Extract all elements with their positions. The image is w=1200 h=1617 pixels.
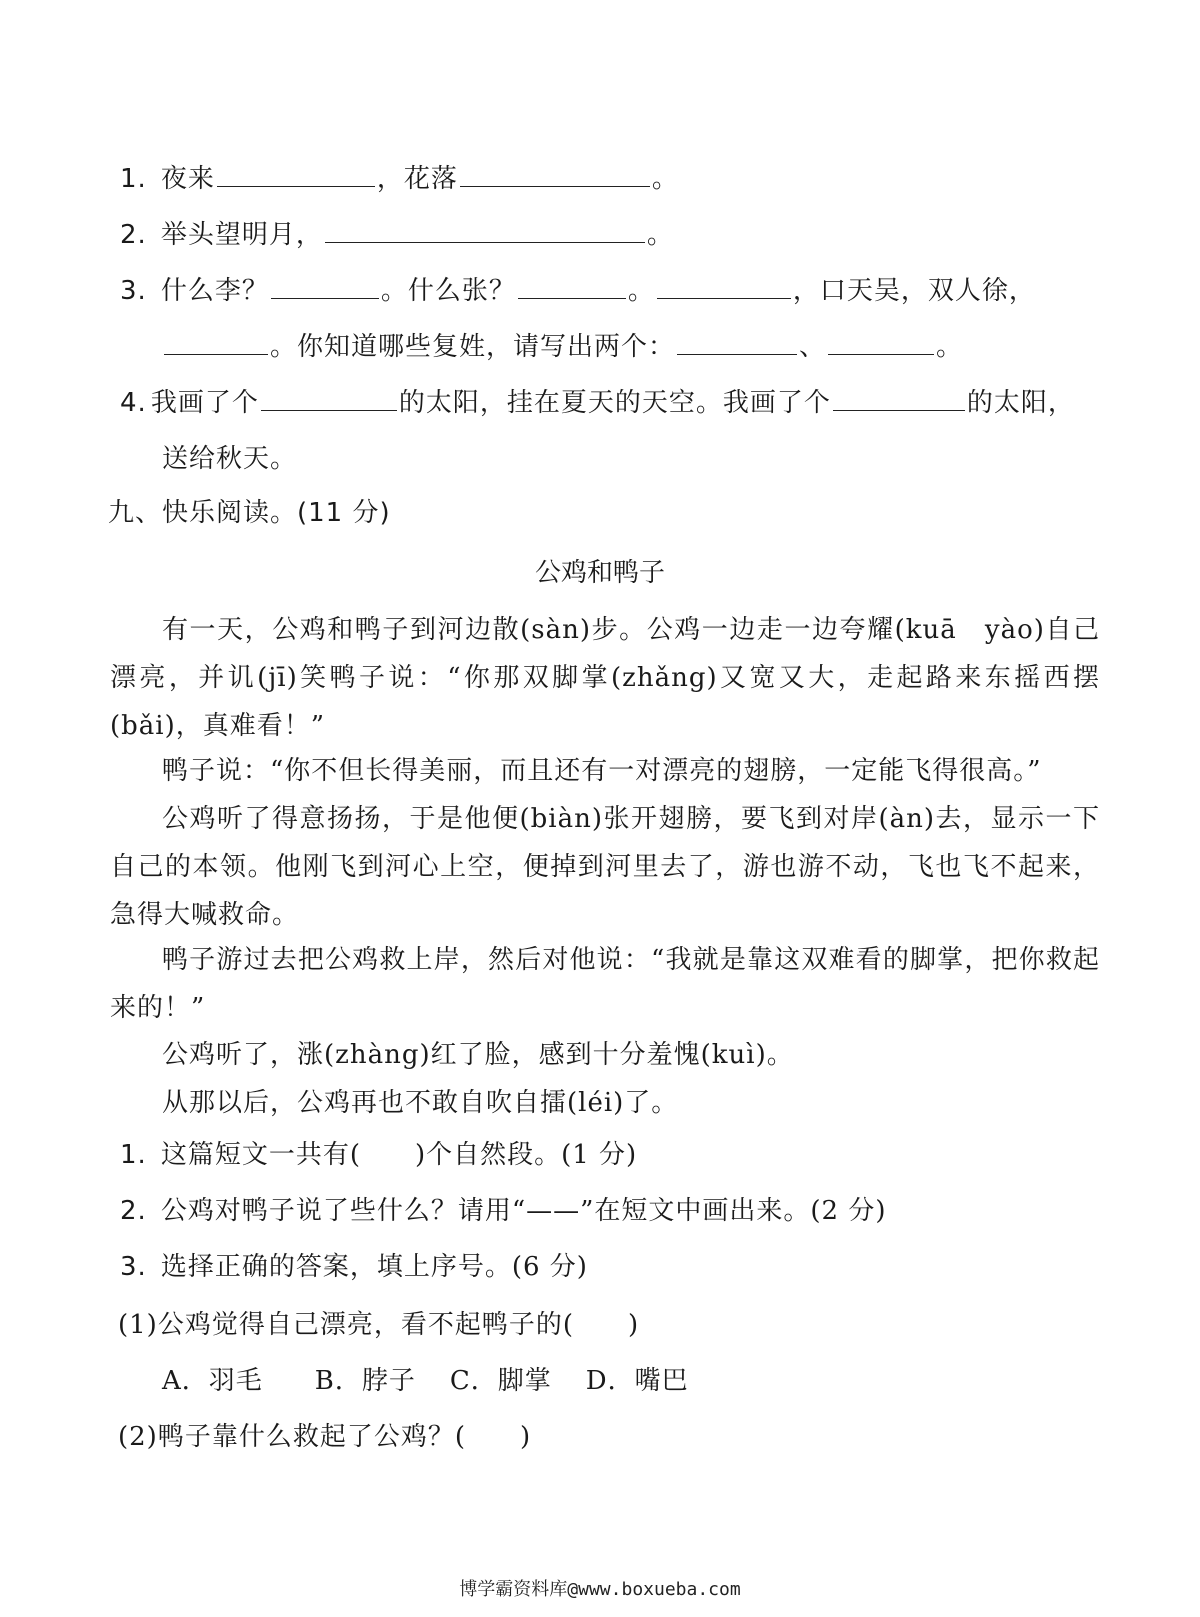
sub-question-1: (1)公鸡觉得自己漂亮，看不起鸭子的( )	[118, 1310, 640, 1340]
footer-watermark: 博学霸资料库@www.boxueba.com	[459, 1579, 741, 1600]
question-text: 。你知道哪些复姓，请写出两个：	[270, 332, 676, 362]
question-text: 。什么张？	[380, 276, 516, 306]
fill-question-4-cont	[162, 442, 297, 476]
answer-blank[interactable]	[657, 274, 791, 299]
reading-question-3	[120, 1250, 588, 1284]
answer-blank[interactable]	[833, 386, 965, 411]
choice-a[interactable]: A．羽毛	[162, 1366, 263, 1396]
sub-question-2: (2)鸭子靠什么救起了公鸡？( )	[118, 1422, 532, 1452]
story-paragraph-6: 从那以后，公鸡再也不敢自吹自擂(léi)了。	[162, 1088, 679, 1118]
fill-question-3	[120, 274, 1036, 308]
reading-question-2	[120, 1194, 887, 1228]
question-text: 、	[799, 332, 827, 362]
story-paragraph-1: 有一天，公鸡和鸭子到河边散(sàn)步。公鸡一边走一边夸耀(kuā yào)自己漂亮，并讥(jī)笑鸭子说：“你那双脚掌(zhǎng)又宽又大，走起路来东摇西摆(bǎi)，真难看！”	[110, 615, 1100, 741]
question-text: ，花落	[376, 164, 458, 194]
question-text: 这篇短文一共有( )个自然段。(1 分)	[160, 1140, 638, 1170]
section-heading: 九、快乐阅读。(11 分)	[108, 498, 391, 528]
question-text: 什么李？	[160, 276, 269, 306]
question-number: 4.	[120, 388, 147, 418]
question-number: 3.	[120, 1252, 147, 1282]
question-number: 1.	[120, 164, 147, 194]
answer-blank[interactable]	[677, 330, 797, 355]
answer-blank[interactable]	[460, 162, 650, 187]
question-text: 。	[646, 220, 674, 250]
question-text: 夜来	[160, 164, 215, 194]
question-text: 的太阳，挂在夏天的天空。我画了个	[398, 388, 831, 418]
story-title: 公鸡和鸭子	[534, 558, 665, 588]
fill-question-1	[120, 162, 679, 196]
fill-question-2	[120, 218, 674, 252]
story-paragraph-3: 公鸡听了得意扬扬，于是他便(biàn)张开翅膀，要飞到对岸(àn)去，显示一下自己的本领。他刚飞到河心上空，便掉到河里去了，游也游不动，飞也飞不起来，急得大喊救命。	[110, 804, 1100, 930]
answer-blank[interactable]	[325, 218, 645, 243]
fill-question-4	[120, 386, 1075, 420]
choice-row	[162, 1364, 723, 1398]
choice-c[interactable]: C．脚掌	[449, 1366, 552, 1396]
question-text: 举头望明月，	[160, 220, 323, 250]
question-text: ，口天吴，双人徐，	[792, 276, 1036, 306]
question-text: 的太阳，	[966, 388, 1075, 418]
story-paragraph-4: 鸭子游过去把公鸡救上岸，然后对他说：“我就是靠这双难看的脚掌，把你救起来的！”	[110, 945, 1100, 1023]
story-paragraph-2: 鸭子说：“你不但长得美丽，而且还有一对漂亮的翅膀，一定能飞得很高。”	[162, 756, 1042, 786]
story-paragraph-5: 公鸡听了，涨(zhàng)红了脸，感到十分羞愧(kuì)。	[162, 1040, 794, 1070]
question-number: 1.	[120, 1140, 147, 1170]
question-text: 我画了个	[150, 388, 259, 418]
question-text: 。	[627, 276, 655, 306]
fill-question-3-cont	[162, 330, 963, 364]
question-text: 。	[936, 332, 964, 362]
question-number: 2.	[120, 1196, 147, 1226]
question-text: 选择正确的答案，填上序号。(6 分)	[160, 1252, 588, 1282]
answer-blank[interactable]	[164, 330, 268, 355]
question-text: 送给秋天。	[162, 444, 298, 474]
answer-blank[interactable]	[518, 274, 626, 299]
choice-d[interactable]: D．嘴巴	[585, 1366, 689, 1396]
answer-blank[interactable]	[217, 162, 375, 187]
answer-blank[interactable]	[261, 386, 397, 411]
answer-blank[interactable]	[271, 274, 379, 299]
question-text: 公鸡对鸭子说了些什么？请用“——”在短文中画出来。(2 分)	[160, 1196, 887, 1226]
question-number: 2.	[120, 220, 147, 250]
question-text: 。	[651, 164, 679, 194]
answer-blank[interactable]	[828, 330, 934, 355]
question-number: 3.	[120, 276, 147, 306]
reading-question-1	[120, 1138, 637, 1172]
choice-b[interactable]: B．脖子	[314, 1366, 416, 1396]
